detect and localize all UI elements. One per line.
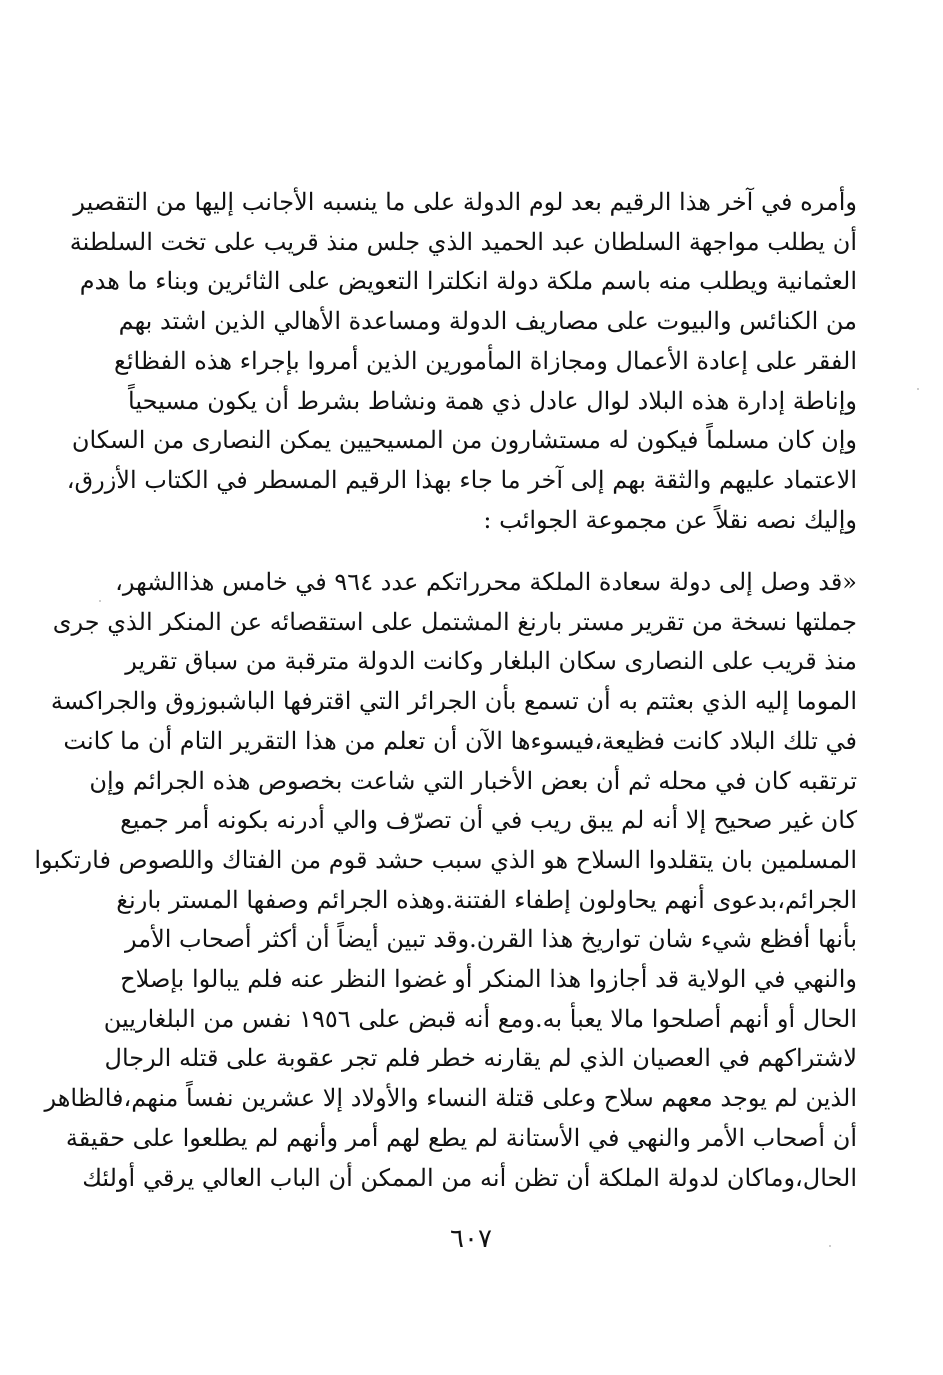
text-line: الذين لم يوجد معهم سلاح وعلى قتلة النساء والأولاد إلا عشرين نفساً منهم،فالظاهر	[44, 1084, 857, 1113]
text-line: وإليك نصه نقلاً عن مجموعة الجوائب :	[483, 505, 857, 534]
text-line: الجرائم،بدعوى أنهم يحاولون إطفاء الفتنة.وهذه الجرائم وصفها المستر بارنغ	[116, 885, 857, 914]
text-line: وإن كان مسلماً فيكون له مستشارون من المسيحيين يمكن النصارى من السكان	[71, 426, 857, 455]
text-line: بأنها أفظع شيء شان تواريخ هذا القرن.وقد تبين أيضاً أن أكثر أصحاب الأمر	[124, 925, 857, 954]
text-line: المسلمين بان يتقلدوا السلاح هو الذي سبب حشد قوم من الفتاك واللصوص فارتكبوا	[34, 845, 857, 874]
paragraph-2	[34, 563, 857, 1198]
text-line: كان غير صحيح إلا أنه لم يبق ريب في أن تصرّف والي أدرنه بكونه أمر جميع	[120, 806, 857, 835]
text-line: «قد وصل إلى دولة سعادة الملكة محرراتكم عدد ٩٦٤ في خامس هذاالشهر،	[115, 568, 857, 596]
text-line: الموما إليه الذي بعثتم به أن تسمع بأن الجرائر التي اقترفها الباشبوزوق والجراكسة	[50, 687, 857, 716]
text-line: العثمانية ويطلب منه باسم ملكة دولة انكلترا التعويض على الثائرين وبناء ما هدم	[79, 267, 857, 296]
text-line: أن يطلب مواجهة السلطان عبد الحميد الذي جلس منذ قريب على تخت السلطنة	[69, 227, 857, 256]
text-line: جملتها نسخة من تقرير مستر بارنغ المشتمل على استقصائه عن المنكر الذي جرى	[52, 607, 857, 636]
scan-speck	[829, 1245, 831, 1247]
page-number: ٦٠٧	[450, 1224, 492, 1254]
scan-speck	[99, 600, 101, 602]
paragraph-1	[66, 183, 857, 540]
text-line: من الكنائس والبيوت على مصاريف الدولة ومساعدة الأهالي الذين اشتد بهم	[118, 307, 857, 336]
text-line: وإناطة إدارة هذه البلاد لوال عادل ذي همة ونشاط بشرط أن يكون مسيحياً	[128, 386, 857, 415]
scan-speck	[917, 388, 919, 390]
text-line: الفقر على إعادة الأعمال ومجازاة المأمورين الذين أمروا بإجراء هذه الفظائع	[114, 346, 857, 375]
text-line: منذ قريب على النصارى سكان البلغار وكانت الدولة مترقبة من سباق تقرير	[125, 647, 857, 676]
text-line: الحال أو أنهم أصلحوا مالا يعبأ به.ومع أنه قبض على ١٩٥٦ نفس من البلغاريين	[103, 1004, 857, 1033]
text-line: الحال،وماكان لدولة الملكة أن تظن أنه من الممكن أن الباب العالي يرقي أولئك	[82, 1163, 857, 1192]
text-line: والنهي في الولاية قد أجازوا هذا المنكر أو غضوا النظر عنه فلم يبالوا بإصلاح	[120, 965, 857, 994]
text-line: في تلك البلاد كانت فظيعة،فيسوءها الآن أن تعلم من هذا التقرير التام أن ما كانت	[63, 726, 857, 755]
text-line: أن أصحاب الأمر والنهي في الأستانة لم يطع لهم أمر وأنهم لم يطلعوا على حقيقة	[65, 1123, 857, 1152]
text-line: لاشتراكهم في العصيان الذي لم يقارنه خطر فلم تجر عقوبة على قتله الرجال	[104, 1044, 857, 1073]
text-line: وأمره في آخر هذا الرقيم بعد لوم الدولة على ما ينسبه الأجانب إليها من التقصير	[73, 188, 857, 216]
text-line: الاعتماد عليهم والثقة بهم إلى آخر ما جاء بهذا الرقيم المسطر في الكتاب الأزرق،	[66, 465, 857, 494]
text-line: ترتقبه كان في محله ثم أن بعض الأخبار التي شاعت بخصوص هذه الجرائم وإن	[89, 766, 857, 795]
